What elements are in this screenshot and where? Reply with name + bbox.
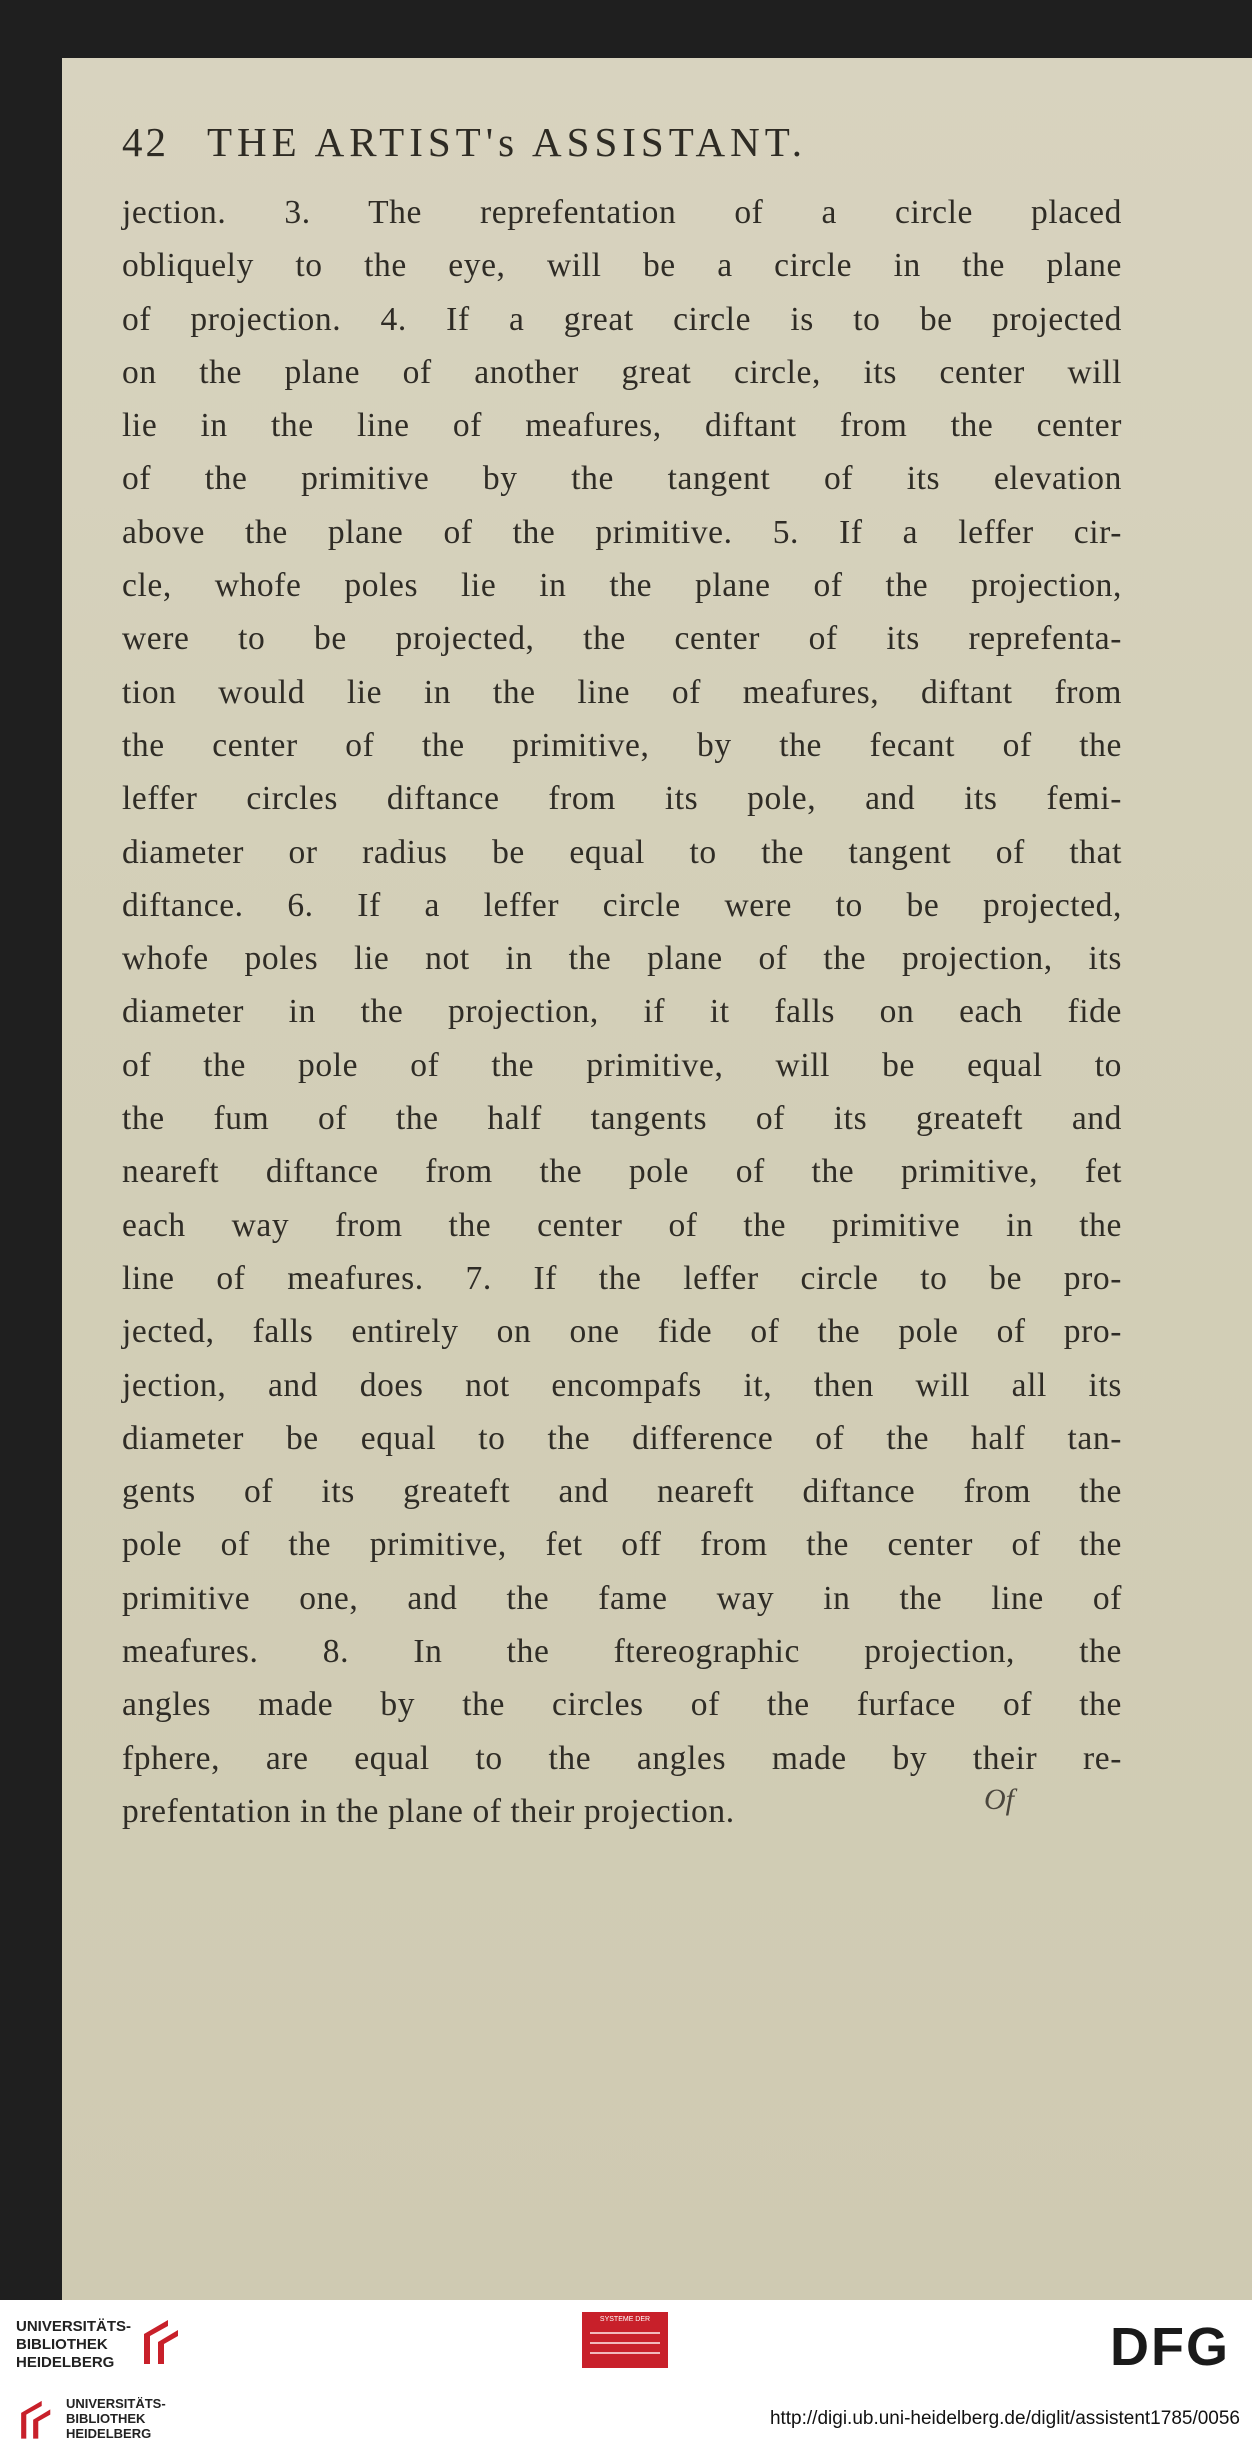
page-number: 42	[122, 119, 169, 165]
text-line: diameter be equal to the difference of the half tan-	[122, 1419, 1122, 1457]
text-line: were to be projected, the center of its reprefenta-	[122, 620, 1122, 658]
text-line: tion would lie in the line of meafures, diftant from	[122, 673, 1122, 711]
text-line: pole of the primitive, fet off from the center of the	[122, 1526, 1122, 1564]
permalink-url[interactable]: http://digi.ub.uni-heidelberg.de/diglit/assistent1785/0056	[769, 2408, 1240, 2429]
text-line: on the plane of another great circle, its center will	[122, 353, 1122, 391]
text-line: primitive one, and the fame way in the line of	[122, 1579, 1122, 1617]
text-line: meafures. 8. In the ftereographic projection, the	[122, 1633, 1122, 1671]
text-line: angles made by the circles of the furface of the	[122, 1686, 1122, 1724]
text-line: cle, whofe poles lie in the plane of the projection,	[122, 567, 1122, 605]
library-logo-top[interactable]	[16, 2312, 186, 2372]
text-line: whofe poles lie not in the plane of the projection, its	[122, 940, 1122, 978]
logo-stripe	[590, 2332, 660, 2334]
digitization-logo-text: SYSTEME DER	[599, 2316, 651, 2323]
text-line: line of meafures. 7. If the leffer circle to be pro-	[122, 1259, 1122, 1297]
library-mark-icon	[16, 2390, 64, 2446]
text-line: of the pole of the primitive, will be equal to	[122, 1046, 1122, 1084]
text-line: lie in the line of meafures, diftant from the center	[122, 407, 1122, 445]
text-line: of projection. 4. If a great circle is to be projected	[122, 300, 1122, 338]
text-line: obliquely to the eye, will be a circle in the plane	[122, 247, 1122, 285]
text-line: of the primitive by the tangent of its elevation	[122, 460, 1122, 498]
text-line: the center of the primitive, by the fecant of the	[122, 726, 1122, 764]
text-line: prefentation in the plane of their projection.	[122, 1792, 735, 1830]
logo-stripe	[590, 2352, 660, 2354]
text-line: jected, falls entirely on one fide of the pole of pro-	[122, 1313, 1122, 1351]
text-line: jection, and does not encompafs it, then will all its	[122, 1366, 1122, 1404]
library-logo-bottom[interactable]	[16, 2386, 186, 2450]
funder-logo[interactable]: DFG	[1110, 2317, 1230, 2377]
text-line: neareft diftance from the pole of the primitive, fet	[122, 1153, 1122, 1191]
text-line: leffer circles diftance from its pole, and its femi-	[122, 780, 1122, 818]
digitization-logo[interactable]	[582, 2312, 668, 2368]
book-page	[62, 58, 1252, 2300]
text-line: jection. 3. The reprefentation of a circle placed	[122, 194, 1122, 231]
body-text	[122, 186, 1122, 1838]
running-header	[122, 118, 1242, 188]
text-line: above the plane of the primitive. 5. If a leffer cir-	[122, 513, 1122, 551]
text-line: each way from the center of the primitive in the	[122, 1206, 1122, 1244]
text-line: diameter or radius be equal to the tangent of that	[122, 833, 1122, 871]
text-line: fphere, are equal to the angles made by their re-	[122, 1739, 1122, 1777]
library-name-top: UNIVERSITÄTS- BIBLIOTHEK HEIDELBERG	[16, 2318, 132, 2371]
text-line: the fum of the half tangents of its greateft and	[122, 1100, 1122, 1138]
viewer-footer	[0, 2300, 1252, 2456]
text-line: diameter in the projection, if it falls on each fide	[122, 993, 1122, 1031]
text-line: diftance. 6. If a leffer circle were to be projected,	[122, 886, 1122, 924]
logo-stripe	[590, 2342, 660, 2344]
catchword: Of	[984, 1783, 1014, 1816]
running-title: THE ARTIST's ASSISTANT.	[207, 119, 807, 165]
library-mark-icon	[134, 2314, 190, 2370]
library-name-bottom: UNIVERSITÄTS- BIBLIOTHEK HEIDELBERG	[66, 2396, 166, 2441]
text-line: gents of its greateft and neareft diftance from the	[122, 1473, 1122, 1511]
